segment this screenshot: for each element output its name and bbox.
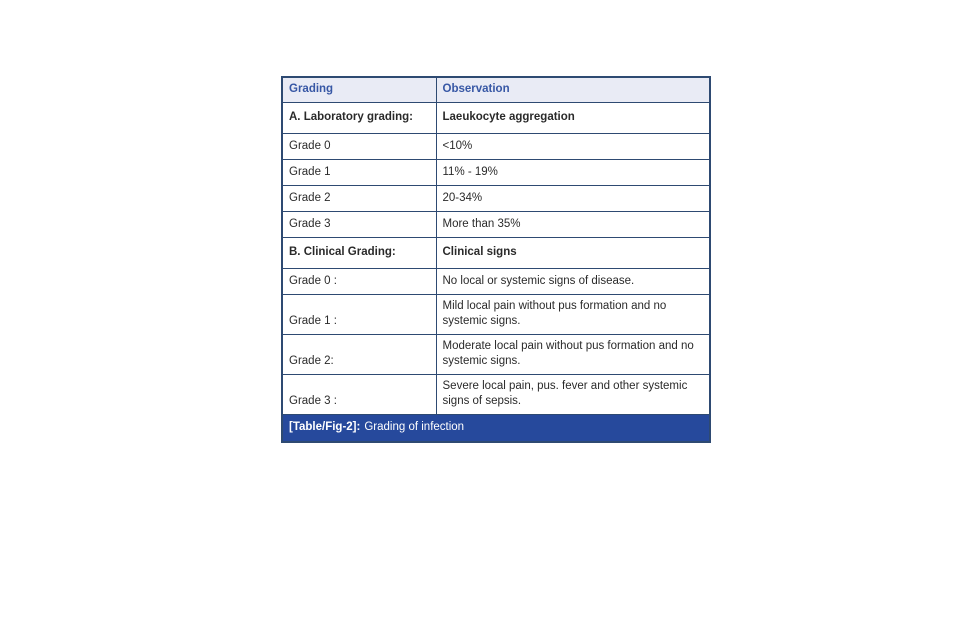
cell-grading: Grade 3 <box>282 211 436 237</box>
cell-observation: Moderate local pain without pus formation and no systemic signs. <box>436 334 710 374</box>
column-header-observation: Observation <box>436 77 710 102</box>
cell-grading: Grade 0 <box>282 133 436 159</box>
column-header-grading: Grading <box>282 77 436 102</box>
table-row-lab-grade-1 <box>282 159 710 185</box>
cell-observation: Clinical signs <box>436 237 710 268</box>
cell-observation: 20-34% <box>436 185 710 211</box>
table-caption <box>282 414 710 442</box>
grading-of-infection-table <box>281 76 711 443</box>
cell-observation: Mild local pain without pus formation and no systemic signs. <box>436 294 710 334</box>
cell-observation: No local or systemic signs of disease. <box>436 268 710 294</box>
cell-observation: Laeukocyte aggregation <box>436 102 710 133</box>
table-row-lab-grade-3 <box>282 211 710 237</box>
table-row-clin-grade-2 <box>282 334 710 374</box>
caption-title: Grading of infection <box>364 421 465 434</box>
cell-grading: Grade 0 : <box>282 268 436 294</box>
cell-grading: B. Clinical Grading: <box>282 237 436 268</box>
table-row-clin-grade-1 <box>282 294 710 334</box>
table-caption-row <box>282 414 710 442</box>
cell-grading: Grade 1 <box>282 159 436 185</box>
cell-grading: Grade 3 : <box>282 374 436 414</box>
table-row-clin-grade-0 <box>282 268 710 294</box>
table-row-lab-grade-0 <box>282 133 710 159</box>
cell-observation: <10% <box>436 133 710 159</box>
cell-grading: A. Laboratory grading: <box>282 102 436 133</box>
table-row-laboratory-grading <box>282 102 710 133</box>
table-row-clin-grade-3 <box>282 374 710 414</box>
caption-figure-label: [Table/Fig-2]: <box>289 421 361 434</box>
cell-observation: Severe local pain, pus. fever and other systemic signs of sepsis. <box>436 374 710 414</box>
cell-observation: 11% - 19% <box>436 159 710 185</box>
table-header-row <box>282 77 710 102</box>
table-row-clinical-grading <box>282 237 710 268</box>
cell-grading: Grade 1 : <box>282 294 436 334</box>
cell-grading: Grade 2: <box>282 334 436 374</box>
cell-observation: More than 35% <box>436 211 710 237</box>
table-row-lab-grade-2 <box>282 185 710 211</box>
cell-grading: Grade 2 <box>282 185 436 211</box>
